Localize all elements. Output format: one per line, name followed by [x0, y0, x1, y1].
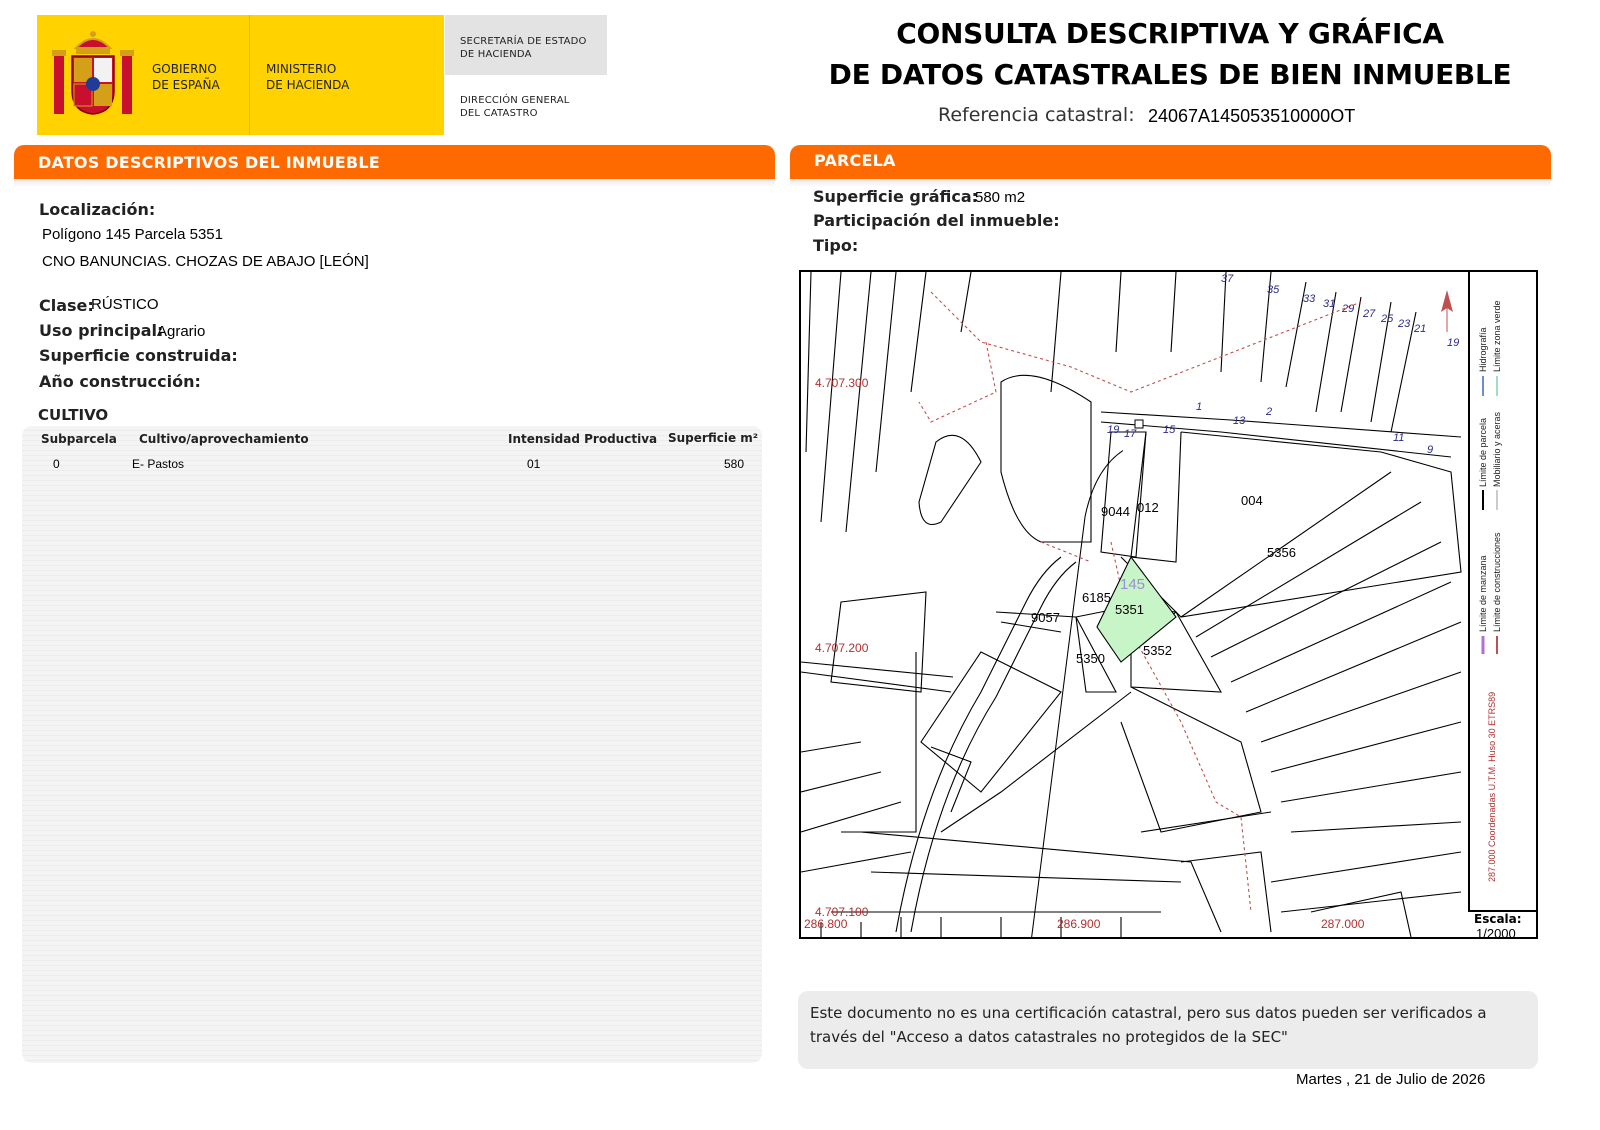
direccion-name: DIRECCIÓN GENERAL DEL CATASTRO: [460, 95, 570, 119]
road-number: 9: [1427, 444, 1434, 456]
legend-manzana: Límite de manzana: [1478, 555, 1488, 632]
parcela-header: [790, 145, 1551, 179]
road-number: 13: [1233, 415, 1246, 427]
coat-of-arms-icon: [50, 28, 136, 120]
road-number: 25: [1381, 313, 1394, 325]
table-row: [22, 450, 762, 472]
superficie-construida-label: Superficie construida:: [39, 346, 238, 365]
anio-construccion-label: Año construcción:: [39, 372, 201, 391]
cell-superficie: 580: [724, 457, 745, 471]
parcela-title: PARCELA: [814, 151, 896, 170]
page-title-line1: CONSULTA DESCRIPTIVA Y GRÁFICA: [896, 17, 1444, 50]
parcel-label: 6185: [1082, 590, 1111, 605]
clase-value: RÚSTICO: [91, 296, 159, 313]
th-intensidad: Intensidad Productiva: [508, 432, 658, 446]
scale-label: Escala:: [1474, 912, 1522, 926]
road-number: 35: [1267, 284, 1280, 296]
ref-value: 24067A145053510000OT: [1148, 106, 1356, 126]
legend-construcciones: Límite de construcciones: [1492, 532, 1502, 632]
cell-intensidad: 01: [527, 457, 541, 471]
parcel-label: 5350: [1076, 651, 1105, 666]
superficie-grafica-label: Superficie gráfica:: [813, 187, 979, 206]
legend-hidrografia: Hidrografía: [1478, 327, 1488, 372]
parcel-label: 145: [1120, 576, 1146, 593]
descriptivos-header: [14, 145, 775, 179]
disclaimer-text: Este documento no es una certificación catastral, pero sus datos pueden ser verificados a través del "Acceso a datos catastrales no protegidos de la SEC": [810, 1004, 1487, 1046]
road-number: 2: [1266, 406, 1273, 418]
coord-y-3: 4.707.100: [815, 905, 869, 919]
legend-zona-verde: Límite zona verde: [1492, 300, 1502, 372]
scale-value: 1/2000: [1476, 926, 1516, 941]
clase-label: Clase:: [39, 296, 94, 315]
road-number: 19: [1107, 424, 1120, 436]
coord-x-1: 286.800: [804, 917, 848, 931]
road-number: 37: [1221, 273, 1234, 285]
ref-label: Referencia catastral:: [938, 104, 1135, 126]
gov-name: GOBIERNO DE ESPAÑA: [152, 62, 220, 92]
road-number: 15: [1163, 424, 1176, 436]
parcel-label: 5351: [1115, 602, 1144, 617]
participacion-label: Participación del inmueble:: [813, 211, 1060, 230]
th-subparcela: Subparcela: [41, 432, 117, 446]
uso-label: Uso principal:: [39, 321, 164, 340]
secretaria-name: SECRETARÍA DE ESTADO DE HACIENDA: [460, 36, 587, 60]
road-number: 1: [1196, 401, 1203, 413]
cultivo-title: CULTIVO: [38, 406, 109, 424]
road-number: 23: [1398, 318, 1411, 330]
road-number: 11: [1393, 432, 1405, 444]
road-number: 29: [1342, 303, 1355, 315]
cultivo-table: [22, 426, 762, 1063]
map-legend: [1470, 272, 1536, 910]
coord-x-3: 287.000: [1321, 917, 1365, 931]
parcel-label: 9057: [1031, 610, 1060, 625]
th-cultivo: Cultivo/aprovechamiento: [139, 432, 309, 446]
cell-cultivo: E- Pastos: [132, 457, 185, 471]
print-date: Martes , 21 de Julio de 2026: [1296, 1071, 1486, 1088]
road-number: 31: [1323, 298, 1336, 310]
tipo-label: Tipo:: [813, 236, 859, 255]
legend-coords: 287.000 Coordenadas U.T.M. Huso 30 ETRS89: [1487, 691, 1497, 882]
parcel-label: 012: [1137, 500, 1159, 515]
localizacion-label: Localización:: [39, 200, 156, 219]
logo-divider: [249, 15, 250, 135]
road-number: 19: [1447, 337, 1460, 349]
localizacion-line1: Polígono 145 Parcela 5351: [42, 226, 223, 243]
th-superficie: Superficie m²: [668, 431, 759, 445]
descriptivos-title: DATOS DESCRIPTIVOS DEL INMUEBLE: [38, 153, 380, 172]
uso-value: Agrario: [157, 323, 206, 340]
parcel-label: 5352: [1143, 643, 1172, 658]
road-number: 33: [1303, 293, 1316, 305]
coord-y-1: 4.707.300: [815, 376, 869, 390]
road-number: 27: [1363, 308, 1376, 320]
descriptivos-header-shade: [14, 179, 775, 187]
road-number: 17: [1124, 428, 1137, 440]
parcel-label: 5356: [1267, 545, 1296, 560]
road-number: 21: [1414, 323, 1427, 335]
legend-parcela: Límite de parcela: [1478, 417, 1488, 487]
ministry-name: MINISTERIO DE HACIENDA: [266, 62, 350, 92]
cell-subparcela: 0: [53, 457, 60, 471]
map-drawing: [801, 272, 1468, 937]
page-title-line2: DE DATOS CATASTRALES DE BIEN INMUEBLE: [828, 58, 1512, 91]
coord-x-2: 286.900: [1057, 917, 1101, 931]
parcela-header-shade: [790, 179, 1551, 187]
superficie-grafica-value: 580 m2: [975, 189, 1026, 206]
parcel-label: 9044: [1101, 504, 1130, 519]
parcel-label: 004: [1241, 493, 1263, 508]
coord-y-2: 4.707.200: [815, 641, 869, 655]
localizacion-line2: CNO BANUNCIAS. CHOZAS DE ABAJO [LEÓN]: [42, 253, 369, 270]
legend-mobiliario: Mobiliario y aceras: [1492, 411, 1502, 487]
